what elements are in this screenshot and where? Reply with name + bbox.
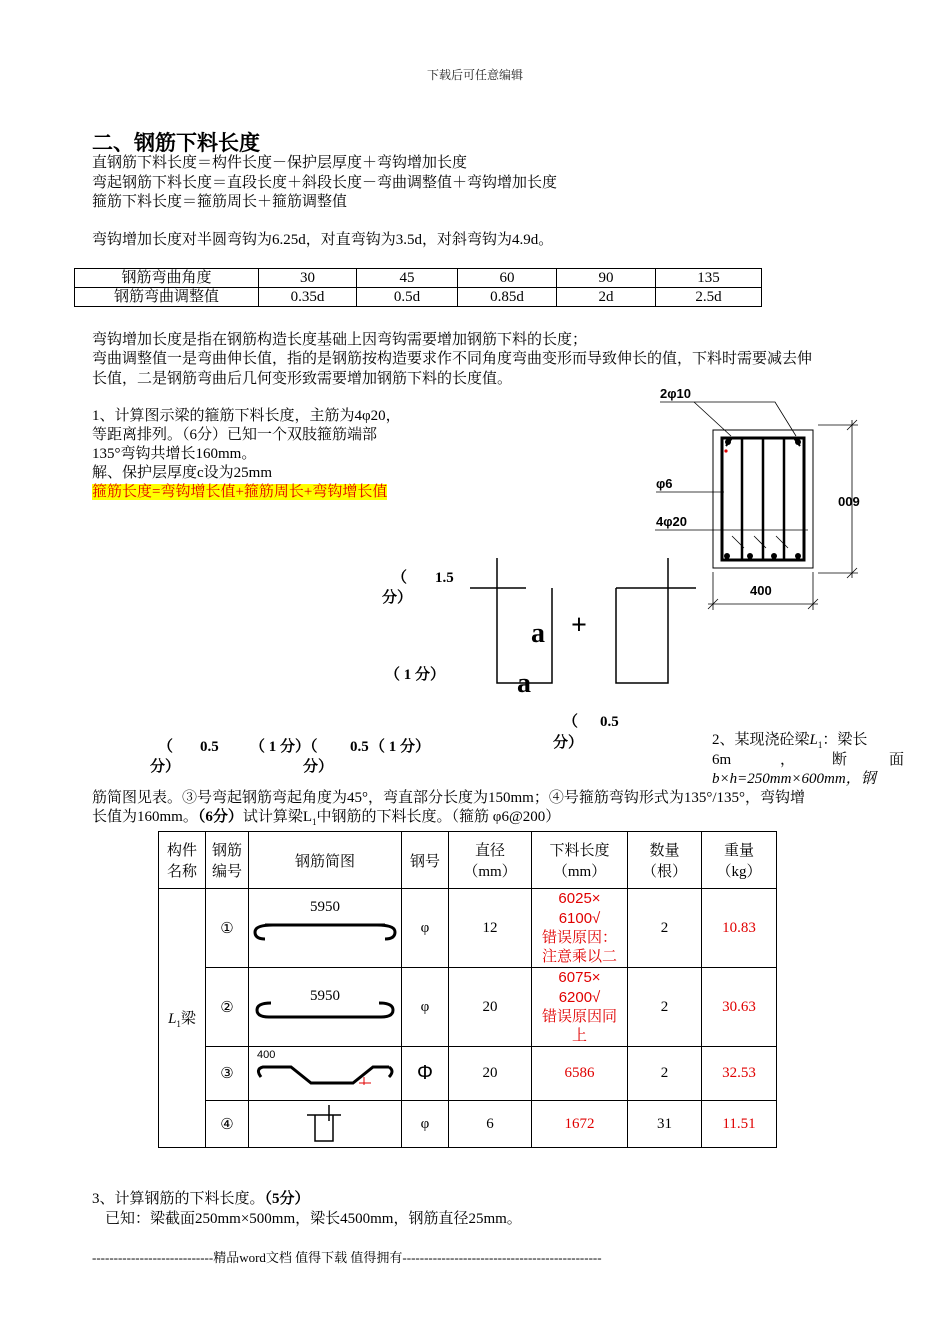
mark-4-unit: 分）: [150, 759, 181, 775]
table-row: [159, 1047, 777, 1101]
label-top-bars: 2φ10: [660, 386, 691, 401]
cut-correct: 6100√: [558, 910, 601, 927]
angle-cell: 30: [259, 269, 357, 288]
rebar-sketch-cell: [249, 889, 402, 968]
header-dia: [449, 832, 532, 889]
rebar-weight: 11.51: [702, 1101, 777, 1148]
adjust-cell: 0.5d: [357, 288, 458, 307]
label-stirrup: φ6: [656, 476, 673, 491]
rebar-weight: 10.83: [702, 889, 777, 968]
angle-cell: 135: [656, 269, 762, 288]
mark-1-paren: （: [392, 570, 408, 586]
rebar-number: ②: [206, 968, 249, 1047]
mark-4-paren: （: [158, 739, 174, 755]
adjust-cell: 2d: [557, 288, 656, 307]
cut-wrong: 6075×: [558, 969, 601, 986]
mark-3-unit: 分）: [553, 735, 584, 751]
member-suffix: 梁: [180, 1011, 196, 1027]
q2-beam-L: L: [809, 732, 818, 748]
page-header: 下载后可任意编辑: [426, 68, 523, 82]
rebar-dia: 12: [449, 889, 532, 968]
section-title: 二、钢筋下料长度: [92, 131, 260, 155]
label-height: 600: [838, 494, 860, 509]
rebar-grade: Φ: [402, 1047, 449, 1101]
q1-line-3: 135°弯钩共增长160mm。: [92, 446, 257, 462]
stirrup-sketch: [470, 555, 710, 695]
cut-note-2: 注意乘以二: [541, 949, 617, 965]
table-row: [159, 1101, 777, 1148]
rebar-grade: φ: [402, 1101, 449, 1148]
rebar-qty: 31: [628, 1101, 702, 1148]
q2-hook-length: 长值为160mm。: [92, 809, 198, 825]
header-weight: [702, 832, 777, 889]
angle-cell: 60: [458, 269, 557, 288]
mark-1-value: 1.5: [435, 570, 454, 586]
q2-line-4: 筋简图见表。③号弯起钢筋弯起角度为45°，弯直部分长度为150mm；④号箍筋弯钩形式为135°/135°，弯钩增: [92, 790, 806, 806]
q2-line-5: [92, 807, 560, 832]
explain-adjust-2: 长值，二是钢筋弯曲后几何变形致需要增加钢筋下料的长度值。: [92, 371, 513, 387]
rebar-4-sketch: [249, 1101, 401, 1147]
q2-right-2a: 6m: [712, 752, 732, 768]
q3-score: （5分）: [264, 1191, 310, 1207]
rebar-qty: 2: [628, 968, 702, 1047]
q2-task-rest: 中钢筋的下料长度。（箍筋 φ6@200）: [316, 809, 561, 825]
q1-line-4: 解、保护层厚度c设为25mm: [92, 465, 272, 481]
header-number-l1: 钢筋: [211, 843, 242, 859]
hook-note: 弯钩增加长度对半圆弯钩为6.25d，对直弯钩为3.5d，对斜弯钩为4.9d。: [92, 232, 554, 248]
mark-4-value: 0.5: [200, 739, 219, 755]
mark-3-value: 0.5: [600, 714, 619, 730]
member-cell: [159, 889, 206, 1148]
header-cut-l2: （mm）: [552, 864, 607, 880]
header-number-l2: 编号: [211, 864, 242, 880]
mark-5: （ 1 分）（: [250, 739, 318, 755]
header-number: [206, 832, 249, 889]
rebar-number: ①: [206, 889, 249, 968]
rebar-2-sketch: [249, 969, 401, 1046]
label-main-bars: 4φ20: [656, 514, 687, 529]
letter-a-2: a: [517, 668, 531, 699]
q2-right-2d: 面: [889, 752, 905, 768]
plus-sign: +: [571, 610, 587, 641]
adjust-cell: 0.85d: [458, 288, 557, 307]
member-L: L: [168, 1011, 177, 1027]
header-qty-l1: 数量: [649, 843, 680, 859]
rebar-weight: 30.63: [702, 968, 777, 1047]
header-weight-l1: 重量: [723, 843, 754, 859]
rebar-2-dim: 5950: [310, 988, 340, 1004]
rebar-weight: 32.53: [702, 1047, 777, 1101]
mark-6-unit: 分）: [303, 759, 334, 775]
rebar-grade: φ: [402, 968, 449, 1047]
q2-right-2b: ，: [780, 752, 796, 768]
header-member-l2: 名称: [166, 864, 197, 880]
rebar-dia: 6: [449, 1101, 532, 1148]
rebar-sketch-cell: [249, 1101, 402, 1148]
q3-line-2: 已知：梁截面250mm×500mm，梁长4500mm，钢筋直径25mm。: [105, 1211, 522, 1227]
rebar-qty: 2: [628, 1047, 702, 1101]
header-dia-l2: （mm）: [463, 864, 517, 880]
mark-2: （ 1 分）: [385, 667, 446, 683]
rebar-cut: 6586: [532, 1047, 628, 1101]
q1-highlight: [92, 482, 387, 502]
rebar-number: ③: [206, 1047, 249, 1101]
q1-line-1: 1、计算图示梁的箍筋下料长度，主筋为4φ20，: [92, 408, 401, 424]
header-sketch: 钢筋简图: [249, 832, 402, 889]
q1-line-2: 等距离排列。（6分）已知一个双肢箍筋端部: [92, 427, 378, 443]
header-cut: [532, 832, 628, 889]
rebar-cut: [532, 889, 628, 968]
angle-row-label: 钢筋弯曲角度: [75, 269, 259, 288]
q2-beam-sub: 1: [817, 740, 823, 750]
explain-hook: 弯钩增加长度是指在钢筋构造长度基础上因弯钩需要增加钢筋下料的长度；: [92, 332, 588, 348]
page-footer: ----------------------------精品word文档 值得下载 值得拥有----------------------------------------------: [92, 1250, 602, 1265]
rebar-number: ④: [206, 1101, 249, 1148]
header-qty: [628, 832, 702, 889]
table-row: [159, 968, 777, 1047]
q3-line-1: [92, 1189, 310, 1209]
adjust-row-label: 钢筋弯曲调整值: [75, 288, 259, 307]
header-member: [159, 832, 206, 889]
header-weight-l2: （kg）: [716, 864, 762, 880]
mark-6-value: 0.5: [350, 739, 369, 755]
letter-a-1: a: [531, 618, 545, 649]
adjust-cell: 0.35d: [259, 288, 357, 307]
header-grade: 钢号: [402, 832, 449, 889]
formula-stirrup: 箍筋下料长度＝箍筋周长＋箍筋调整值: [92, 194, 348, 210]
q2-score: （6分）: [197, 809, 243, 825]
mark-1-unit: 分）: [382, 590, 413, 606]
formula-bent: 弯起钢筋下料长度＝直段长度＋斜段长度－弯曲调整值＋弯钩增加长度: [92, 175, 558, 191]
rebar-1-dim: 5950: [310, 899, 340, 915]
cut-correct: 6200√: [558, 989, 601, 1006]
q2-task-sub: 1: [312, 817, 317, 827]
header-member-l1: 构件: [166, 843, 197, 859]
explain-adjust-1: 弯曲调整值一是弯曲伸长值，指的是钢筋按构造要求作不同角度弯曲变形而导致伸长的值，下料时需要减去伸: [92, 351, 813, 367]
q2-task: 试计算梁L: [242, 809, 313, 825]
rebar-3-dim: 400: [257, 1049, 276, 1061]
table-row: [159, 889, 777, 968]
mark-6-rest: （ 1 分）: [370, 739, 431, 755]
q2-intro: 2、某现浇砼梁: [712, 732, 810, 748]
cut-note-1: 错误原因同: [541, 1009, 617, 1025]
q3-task: 3、计算钢筋的下料长度。: [92, 1191, 265, 1207]
rebar-cut: 1672: [532, 1101, 628, 1148]
formula-straight: 直钢筋下料长度＝构件长度－保护层厚度＋弯钩增加长度: [92, 155, 468, 171]
member-sub: 1: [176, 1019, 181, 1029]
angle-cell: 45: [357, 269, 458, 288]
q2-length-label: ：梁长: [822, 732, 868, 748]
q1-answer-highlight: 箍筋长度=弯钩增长值+箍筋周长+弯钩增长值: [92, 484, 388, 500]
header-qty-l2: （根）: [641, 864, 687, 880]
cut-note-2: 上: [571, 1028, 587, 1044]
q2-right-2c: 断: [832, 752, 848, 768]
cut-note-1: 错误原因：: [541, 930, 617, 946]
mark-3-paren: （: [563, 714, 579, 730]
rebar-cut: [532, 968, 628, 1047]
header-cut-l1: 下料长度: [549, 843, 610, 859]
rebar-qty: 2: [628, 889, 702, 968]
header-dia-l1: 直径: [474, 843, 505, 859]
rebar-dia: 20: [449, 968, 532, 1047]
angle-cell: 90: [557, 269, 656, 288]
cut-wrong: 6025×: [558, 890, 601, 907]
bend-adjust-table: [74, 268, 762, 307]
rebar-sketch-cell: [249, 968, 402, 1047]
adjust-cell: 2.5d: [656, 288, 762, 307]
rebar-dia: 20: [449, 1047, 532, 1101]
rebar-sketch-cell: [249, 1047, 402, 1101]
q2-right-line-3: b×h=250mm×600mm，钢: [712, 771, 876, 787]
rebar-grade: φ: [402, 889, 449, 968]
rebar-schedule-table: [158, 831, 777, 1148]
label-width: 400: [750, 583, 772, 598]
